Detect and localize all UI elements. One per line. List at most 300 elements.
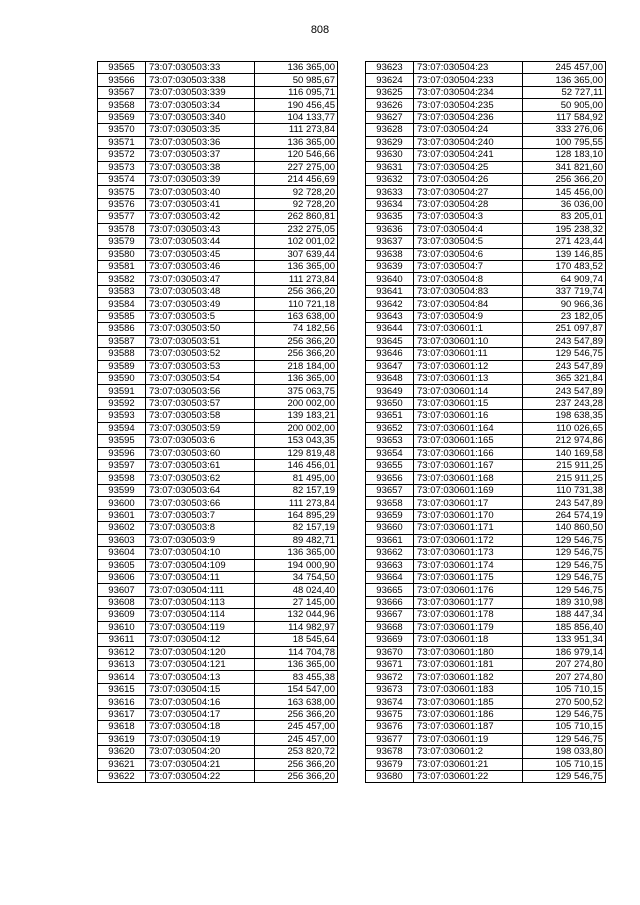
table-row bbox=[366, 74, 606, 86]
table-row bbox=[366, 360, 606, 372]
value-cell: 256 366,20 bbox=[255, 335, 338, 347]
cadastral-number-cell: 73:07:030601:1 bbox=[414, 323, 523, 335]
row-number-cell: 93604 bbox=[98, 547, 146, 559]
table-row bbox=[366, 261, 606, 273]
value-cell: 111 273,84 bbox=[255, 497, 338, 509]
row-number-cell: 93574 bbox=[98, 173, 146, 185]
cadastral-number-cell: 73:07:030601:171 bbox=[414, 522, 523, 534]
value-cell: 153 043,35 bbox=[255, 435, 338, 447]
table-row bbox=[98, 372, 338, 384]
row-number-cell: 93676 bbox=[366, 721, 414, 733]
cadastral-number-cell: 73:07:030504:233 bbox=[414, 74, 523, 86]
value-cell: 36 036,00 bbox=[523, 198, 606, 210]
row-number-cell: 93652 bbox=[366, 422, 414, 434]
value-cell: 129 546,75 bbox=[523, 733, 606, 745]
row-number-cell: 93641 bbox=[366, 285, 414, 297]
value-cell: 105 710,15 bbox=[523, 758, 606, 770]
table-row bbox=[366, 111, 606, 123]
row-number-cell: 93592 bbox=[98, 397, 146, 409]
value-cell: 253 820,72 bbox=[255, 746, 338, 758]
table-row bbox=[366, 559, 606, 571]
table-row bbox=[366, 86, 606, 98]
value-cell: 243 547,89 bbox=[523, 360, 606, 372]
value-cell: 251 097,87 bbox=[523, 323, 606, 335]
row-number-cell: 93587 bbox=[98, 335, 146, 347]
row-number-cell: 93646 bbox=[366, 348, 414, 360]
value-cell: 243 547,89 bbox=[523, 497, 606, 509]
table-row bbox=[366, 522, 606, 534]
row-number-cell: 93668 bbox=[366, 621, 414, 633]
value-cell: 190 456,45 bbox=[255, 99, 338, 111]
value-cell: 50 985,67 bbox=[255, 74, 338, 86]
cadastral-number-cell: 73:07:030504:5 bbox=[414, 236, 523, 248]
table-row bbox=[98, 223, 338, 235]
table-row bbox=[98, 659, 338, 671]
cadastral-number-cell: 73:07:030504:241 bbox=[414, 149, 523, 161]
cadastral-number-cell: 73:07:030504:8 bbox=[414, 273, 523, 285]
row-number-cell: 93621 bbox=[98, 758, 146, 770]
row-number-cell: 93625 bbox=[366, 86, 414, 98]
row-number-cell: 93645 bbox=[366, 335, 414, 347]
row-number-cell: 93671 bbox=[366, 659, 414, 671]
table-row bbox=[366, 696, 606, 708]
table-row bbox=[366, 136, 606, 148]
table-row bbox=[98, 721, 338, 733]
cadastral-number-cell: 73:07:030503:47 bbox=[146, 273, 255, 285]
table-row bbox=[98, 186, 338, 198]
value-cell: 189 310,98 bbox=[523, 596, 606, 608]
cadastral-number-cell: 73:07:030601:172 bbox=[414, 534, 523, 546]
row-number-cell: 93653 bbox=[366, 435, 414, 447]
cadastral-number-cell: 73:07:030503:56 bbox=[146, 385, 255, 397]
value-cell: 170 483,52 bbox=[523, 261, 606, 273]
cadastral-number-cell: 73:07:030503:54 bbox=[146, 372, 255, 384]
cadastral-number-cell: 73:07:030504:9 bbox=[414, 310, 523, 322]
row-number-cell: 93670 bbox=[366, 646, 414, 658]
row-number-cell: 93669 bbox=[366, 634, 414, 646]
row-number-cell: 93631 bbox=[366, 161, 414, 173]
table-row bbox=[98, 683, 338, 695]
value-cell: 256 366,20 bbox=[255, 708, 338, 720]
row-number-cell: 93678 bbox=[366, 746, 414, 758]
table-row bbox=[366, 460, 606, 472]
cadastral-number-cell: 73:07:030504:120 bbox=[146, 646, 255, 658]
cadastral-number-cell: 73:07:030503:46 bbox=[146, 261, 255, 273]
value-cell: 129 546,75 bbox=[523, 547, 606, 559]
value-cell: 243 547,89 bbox=[523, 385, 606, 397]
value-cell: 83 455,38 bbox=[255, 671, 338, 683]
row-number-cell: 93586 bbox=[98, 323, 146, 335]
cadastral-number-cell: 73:07:030601:179 bbox=[414, 621, 523, 633]
value-cell: 256 366,20 bbox=[255, 348, 338, 360]
value-cell: 133 951,34 bbox=[523, 634, 606, 646]
page-number: 808 bbox=[310, 24, 330, 36]
value-cell: 116 095,71 bbox=[255, 86, 338, 98]
cadastral-number-cell: 73:07:030504:84 bbox=[414, 298, 523, 310]
table-row bbox=[98, 273, 338, 285]
table-row bbox=[98, 509, 338, 521]
cadastral-number-cell: 73:07:030601:183 bbox=[414, 683, 523, 695]
table-row bbox=[98, 360, 338, 372]
value-cell: 114 982,97 bbox=[255, 621, 338, 633]
value-cell: 271 423,44 bbox=[523, 236, 606, 248]
cadastral-number-cell: 73:07:030504:25 bbox=[414, 161, 523, 173]
row-number-cell: 93589 bbox=[98, 360, 146, 372]
value-cell: 129 546,75 bbox=[523, 571, 606, 583]
table-row bbox=[98, 497, 338, 509]
table-row bbox=[98, 696, 338, 708]
table-row bbox=[98, 397, 338, 409]
row-number-cell: 93590 bbox=[98, 372, 146, 384]
table-row bbox=[366, 273, 606, 285]
value-cell: 100 795,55 bbox=[523, 136, 606, 148]
table-row bbox=[366, 534, 606, 546]
cadastral-number-cell: 73:07:030601:167 bbox=[414, 460, 523, 472]
table-row bbox=[98, 86, 338, 98]
value-cell: 163 638,00 bbox=[255, 696, 338, 708]
cadastral-number-cell: 73:07:030504:24 bbox=[414, 124, 523, 136]
value-cell: 186 979,14 bbox=[523, 646, 606, 658]
cadastral-number-cell: 73:07:030503:33 bbox=[146, 62, 255, 74]
table-row bbox=[366, 609, 606, 621]
value-cell: 256 366,20 bbox=[255, 758, 338, 770]
row-number-cell: 93637 bbox=[366, 236, 414, 248]
cadastral-number-cell: 73:07:030601:170 bbox=[414, 509, 523, 521]
table-row bbox=[366, 708, 606, 720]
cadastral-number-cell: 73:07:030504:236 bbox=[414, 111, 523, 123]
row-number-cell: 93588 bbox=[98, 348, 146, 360]
table-row bbox=[366, 385, 606, 397]
table-row bbox=[366, 571, 606, 583]
table-row bbox=[98, 621, 338, 633]
value-cell: 245 457,00 bbox=[255, 733, 338, 745]
row-number-cell: 93649 bbox=[366, 385, 414, 397]
row-number-cell: 93655 bbox=[366, 460, 414, 472]
value-cell: 264 574,19 bbox=[523, 509, 606, 521]
cadastral-number-cell: 73:07:030503:60 bbox=[146, 447, 255, 459]
cadastral-number-cell: 73:07:030601:13 bbox=[414, 372, 523, 384]
value-cell: 81 495,00 bbox=[255, 472, 338, 484]
table-row bbox=[98, 211, 338, 223]
cadastral-number-cell: 73:07:030504:240 bbox=[414, 136, 523, 148]
cadastral-number-cell: 73:07:030504:119 bbox=[146, 621, 255, 633]
value-cell: 164 895,29 bbox=[255, 509, 338, 521]
row-number-cell: 93569 bbox=[98, 111, 146, 123]
cadastral-number-cell: 73:07:030504:235 bbox=[414, 99, 523, 111]
value-cell: 50 905,00 bbox=[523, 99, 606, 111]
table-row bbox=[98, 248, 338, 260]
value-cell: 136 365,00 bbox=[255, 372, 338, 384]
cadastral-number-cell: 73:07:030504:10 bbox=[146, 547, 255, 559]
value-cell: 154 547,00 bbox=[255, 683, 338, 695]
row-number-cell: 93568 bbox=[98, 99, 146, 111]
cadastral-number-cell: 73:07:030503:61 bbox=[146, 460, 255, 472]
row-number-cell: 93665 bbox=[366, 584, 414, 596]
table-row bbox=[98, 410, 338, 422]
row-number-cell: 93659 bbox=[366, 509, 414, 521]
row-number-cell: 93666 bbox=[366, 596, 414, 608]
cadastral-number-cell: 73:07:030504:3 bbox=[414, 211, 523, 223]
row-number-cell: 93679 bbox=[366, 758, 414, 770]
value-cell: 256 366,20 bbox=[523, 173, 606, 185]
row-number-cell: 93617 bbox=[98, 708, 146, 720]
cadastral-number-cell: 73:07:030503:59 bbox=[146, 422, 255, 434]
row-number-cell: 93667 bbox=[366, 609, 414, 621]
cadastral-number-cell: 73:07:030601:173 bbox=[414, 547, 523, 559]
cadastral-number-cell: 73:07:030504:16 bbox=[146, 696, 255, 708]
value-cell: 34 754,50 bbox=[255, 571, 338, 583]
row-number-cell: 93661 bbox=[366, 534, 414, 546]
table-row bbox=[366, 236, 606, 248]
table-row bbox=[366, 447, 606, 459]
row-number-cell: 93634 bbox=[366, 198, 414, 210]
row-number-cell: 93605 bbox=[98, 559, 146, 571]
value-cell: 341 821,60 bbox=[523, 161, 606, 173]
table-row bbox=[98, 770, 338, 782]
cadastral-number-cell: 73:07:030504:28 bbox=[414, 198, 523, 210]
table-row bbox=[366, 198, 606, 210]
row-number-cell: 93570 bbox=[98, 124, 146, 136]
row-number-cell: 93575 bbox=[98, 186, 146, 198]
value-cell: 237 243,28 bbox=[523, 397, 606, 409]
cadastral-number-cell: 73:07:030503:9 bbox=[146, 534, 255, 546]
value-cell: 132 044,96 bbox=[255, 609, 338, 621]
value-cell: 215 911,25 bbox=[523, 460, 606, 472]
cadastral-number-cell: 73:07:030601:164 bbox=[414, 422, 523, 434]
table-row bbox=[98, 671, 338, 683]
row-number-cell: 93639 bbox=[366, 261, 414, 273]
value-cell: 188 447,34 bbox=[523, 609, 606, 621]
cadastral-number-cell: 73:07:030504:17 bbox=[146, 708, 255, 720]
table-row bbox=[366, 547, 606, 559]
value-cell: 120 546,66 bbox=[255, 149, 338, 161]
value-cell: 214 456,69 bbox=[255, 173, 338, 185]
value-cell: 110 026,65 bbox=[523, 422, 606, 434]
value-cell: 227 275,00 bbox=[255, 161, 338, 173]
cadastral-number-cell: 73:07:030504:19 bbox=[146, 733, 255, 745]
table-row bbox=[98, 758, 338, 770]
row-number-cell: 93672 bbox=[366, 671, 414, 683]
row-number-cell: 93619 bbox=[98, 733, 146, 745]
table-row bbox=[98, 99, 338, 111]
cadastral-number-cell: 73:07:030601:15 bbox=[414, 397, 523, 409]
cadastral-number-cell: 73:07:030503:48 bbox=[146, 285, 255, 297]
cadastral-number-cell: 73:07:030503:338 bbox=[146, 74, 255, 86]
row-number-cell: 93674 bbox=[366, 696, 414, 708]
value-cell: 52 727,11 bbox=[523, 86, 606, 98]
table-row bbox=[98, 298, 338, 310]
table-row bbox=[366, 410, 606, 422]
table-row bbox=[98, 74, 338, 86]
cadastral-number-cell: 73:07:030503:53 bbox=[146, 360, 255, 372]
row-number-cell: 93582 bbox=[98, 273, 146, 285]
value-cell: 129 546,75 bbox=[523, 559, 606, 571]
value-cell: 139 146,85 bbox=[523, 248, 606, 260]
row-number-cell: 93585 bbox=[98, 310, 146, 322]
row-number-cell: 93662 bbox=[366, 547, 414, 559]
cadastral-number-cell: 73:07:030504:121 bbox=[146, 659, 255, 671]
value-cell: 245 457,00 bbox=[255, 721, 338, 733]
cadastral-number-cell: 73:07:030503:35 bbox=[146, 124, 255, 136]
cadastral-number-cell: 73:07:030503:57 bbox=[146, 397, 255, 409]
cadastral-number-cell: 73:07:030503:45 bbox=[146, 248, 255, 260]
value-cell: 337 719,74 bbox=[523, 285, 606, 297]
value-cell: 145 456,00 bbox=[523, 186, 606, 198]
table-row bbox=[366, 348, 606, 360]
row-number-cell: 93571 bbox=[98, 136, 146, 148]
cadastral-number-cell: 73:07:030601:14 bbox=[414, 385, 523, 397]
row-number-cell: 93673 bbox=[366, 683, 414, 695]
value-cell: 136 365,00 bbox=[255, 547, 338, 559]
cadastral-number-cell: 73:07:030504:27 bbox=[414, 186, 523, 198]
row-number-cell: 93648 bbox=[366, 372, 414, 384]
row-number-cell: 93627 bbox=[366, 111, 414, 123]
row-number-cell: 93596 bbox=[98, 447, 146, 459]
cadastral-number-cell: 73:07:030504:18 bbox=[146, 721, 255, 733]
value-cell: 64 909,74 bbox=[523, 273, 606, 285]
value-cell: 198 033,80 bbox=[523, 746, 606, 758]
table-row bbox=[366, 584, 606, 596]
table-row bbox=[366, 509, 606, 521]
value-cell: 114 704,78 bbox=[255, 646, 338, 658]
cadastral-number-cell: 73:07:030503:37 bbox=[146, 149, 255, 161]
cadastral-number-cell: 73:07:030504:12 bbox=[146, 634, 255, 646]
row-number-cell: 93626 bbox=[366, 99, 414, 111]
table-row bbox=[98, 596, 338, 608]
table-row bbox=[98, 261, 338, 273]
value-cell: 83 205,01 bbox=[523, 211, 606, 223]
cadastral-number-cell: 73:07:030503:34 bbox=[146, 99, 255, 111]
row-number-cell: 93647 bbox=[366, 360, 414, 372]
value-cell: 74 182,56 bbox=[255, 323, 338, 335]
row-number-cell: 93591 bbox=[98, 385, 146, 397]
value-cell: 207 274,80 bbox=[523, 671, 606, 683]
table-row bbox=[98, 285, 338, 297]
value-cell: 256 366,20 bbox=[255, 285, 338, 297]
value-cell: 105 710,15 bbox=[523, 721, 606, 733]
row-number-cell: 93675 bbox=[366, 708, 414, 720]
value-cell: 129 546,75 bbox=[523, 770, 606, 782]
table-row bbox=[98, 584, 338, 596]
row-number-cell: 93594 bbox=[98, 422, 146, 434]
value-cell: 92 728,20 bbox=[255, 186, 338, 198]
row-number-cell: 93658 bbox=[366, 497, 414, 509]
row-number-cell: 93643 bbox=[366, 310, 414, 322]
table-row bbox=[366, 372, 606, 384]
cadastral-number-cell: 73:07:030504:83 bbox=[414, 285, 523, 297]
cadastral-number-cell: 73:07:030601:181 bbox=[414, 659, 523, 671]
value-cell: 256 366,20 bbox=[255, 770, 338, 782]
cadastral-number-cell: 73:07:030601:10 bbox=[414, 335, 523, 347]
value-cell: 102 001,02 bbox=[255, 236, 338, 248]
row-number-cell: 93606 bbox=[98, 571, 146, 583]
cadastral-number-cell: 73:07:030504:4 bbox=[414, 223, 523, 235]
table-row bbox=[366, 124, 606, 136]
value-cell: 128 183,10 bbox=[523, 149, 606, 161]
table-row bbox=[98, 646, 338, 658]
cadastral-number-cell: 73:07:030504:7 bbox=[414, 261, 523, 273]
value-cell: 111 273,84 bbox=[255, 124, 338, 136]
row-number-cell: 93618 bbox=[98, 721, 146, 733]
table-row bbox=[98, 310, 338, 322]
table-row bbox=[366, 161, 606, 173]
table-row bbox=[98, 547, 338, 559]
table-row bbox=[98, 447, 338, 459]
table-row bbox=[98, 62, 338, 74]
row-number-cell: 93576 bbox=[98, 198, 146, 210]
table-row bbox=[366, 285, 606, 297]
value-cell: 140 169,58 bbox=[523, 447, 606, 459]
cadastral-number-cell: 73:07:030504:22 bbox=[146, 770, 255, 782]
table-row bbox=[98, 746, 338, 758]
cadastral-number-cell: 73:07:030504:11 bbox=[146, 571, 255, 583]
table-row bbox=[98, 460, 338, 472]
cadastral-number-cell: 73:07:030504:26 bbox=[414, 173, 523, 185]
row-number-cell: 93654 bbox=[366, 447, 414, 459]
table-row bbox=[366, 646, 606, 658]
value-cell: 139 183,21 bbox=[255, 410, 338, 422]
table-row bbox=[98, 708, 338, 720]
table-row bbox=[366, 149, 606, 161]
table-row bbox=[366, 721, 606, 733]
cadastral-number-cell: 73:07:030503:36 bbox=[146, 136, 255, 148]
cadastral-number-cell: 73:07:030504:111 bbox=[146, 584, 255, 596]
value-cell: 218 184,00 bbox=[255, 360, 338, 372]
value-cell: 82 157,19 bbox=[255, 484, 338, 496]
row-number-cell: 93629 bbox=[366, 136, 414, 148]
row-number-cell: 93644 bbox=[366, 323, 414, 335]
table-row bbox=[98, 323, 338, 335]
table-row bbox=[98, 111, 338, 123]
value-cell: 105 710,15 bbox=[523, 683, 606, 695]
cadastral-number-cell: 73:07:030503:8 bbox=[146, 522, 255, 534]
table-row bbox=[98, 484, 338, 496]
cadastral-number-cell: 73:07:030601:165 bbox=[414, 435, 523, 447]
table-row bbox=[98, 198, 338, 210]
value-cell: 270 500,52 bbox=[523, 696, 606, 708]
row-number-cell: 93624 bbox=[366, 74, 414, 86]
cadastral-number-cell: 73:07:030504:21 bbox=[146, 758, 255, 770]
cadastral-number-cell: 73:07:030503:66 bbox=[146, 497, 255, 509]
cadastral-number-cell: 73:07:030601:176 bbox=[414, 584, 523, 596]
table-row bbox=[98, 422, 338, 434]
cadastral-number-cell: 73:07:030601:18 bbox=[414, 634, 523, 646]
table-row bbox=[366, 335, 606, 347]
table-row bbox=[98, 149, 338, 161]
row-number-cell: 93599 bbox=[98, 484, 146, 496]
row-number-cell: 93597 bbox=[98, 460, 146, 472]
row-number-cell: 93595 bbox=[98, 435, 146, 447]
table-row bbox=[98, 559, 338, 571]
row-number-cell: 93633 bbox=[366, 186, 414, 198]
value-cell: 136 365,00 bbox=[255, 136, 338, 148]
registry-table-right bbox=[365, 61, 606, 783]
table-row bbox=[366, 671, 606, 683]
table-row bbox=[98, 571, 338, 583]
row-number-cell: 93632 bbox=[366, 173, 414, 185]
row-number-cell: 93567 bbox=[98, 86, 146, 98]
value-cell: 129 546,75 bbox=[523, 708, 606, 720]
value-cell: 90 966,36 bbox=[523, 298, 606, 310]
table-row bbox=[366, 298, 606, 310]
cadastral-number-cell: 73:07:030601:185 bbox=[414, 696, 523, 708]
cadastral-number-cell: 73:07:030503:62 bbox=[146, 472, 255, 484]
value-cell: 111 273,84 bbox=[255, 273, 338, 285]
table-row bbox=[366, 435, 606, 447]
table-row bbox=[366, 596, 606, 608]
cadastral-number-cell: 73:07:030601:174 bbox=[414, 559, 523, 571]
cadastral-number-cell: 73:07:030503:52 bbox=[146, 348, 255, 360]
